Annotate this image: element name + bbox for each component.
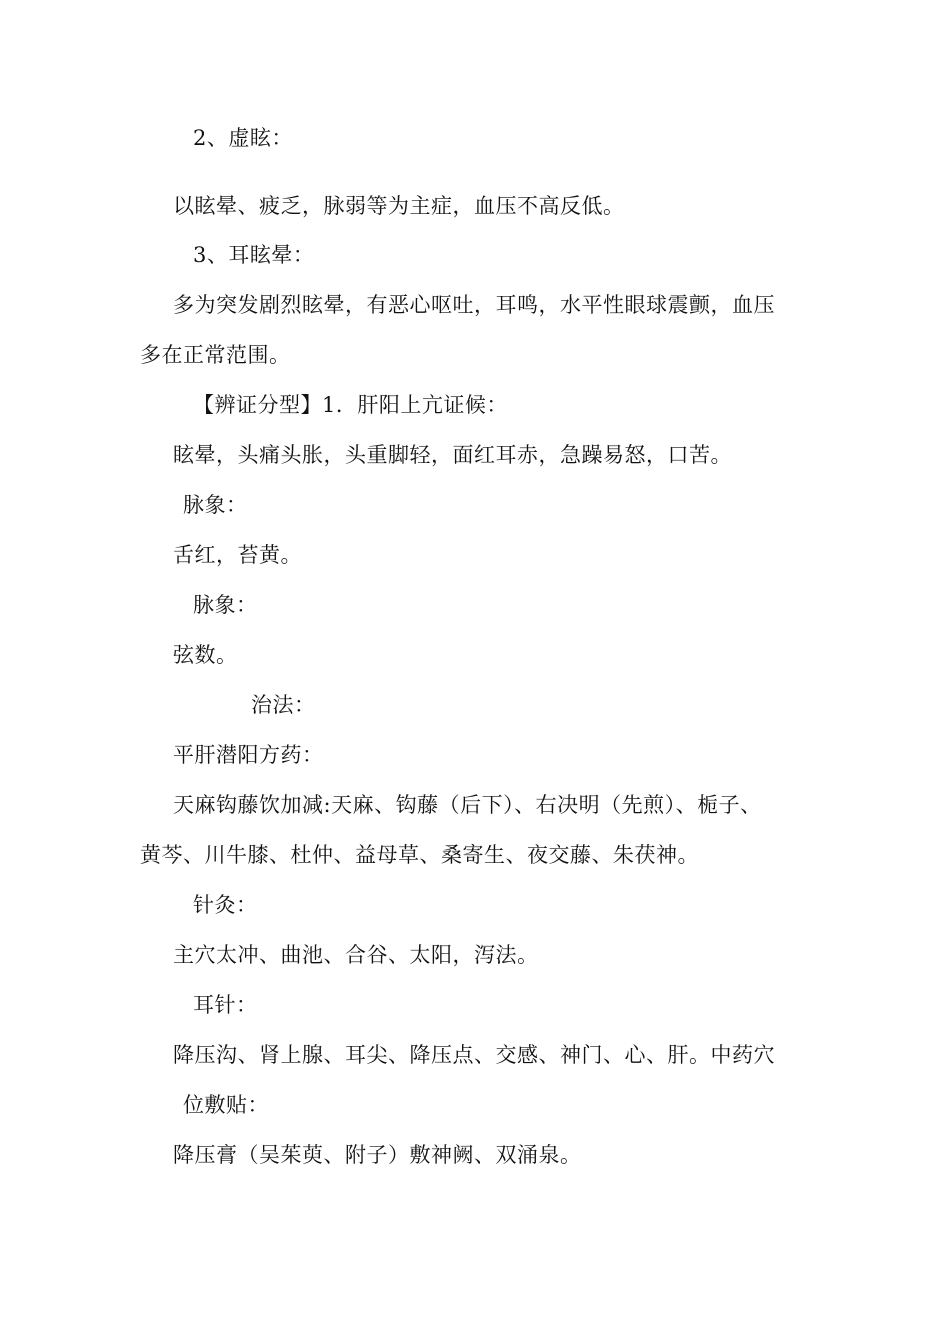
paragraph-acupuncture: 主穴太冲、曲池、合谷、太阳，泻法。 [173,943,539,967]
label-pulse-1: 脉象： [183,493,248,517]
label-treatment: 治法： [251,693,316,717]
paragraph-tongue: 舌红，苔黄。 [173,543,302,567]
heading-ear-vertigo: 3、耳眩晕： [193,243,315,267]
paragraph-deficiency-vertigo: 以眩晕、疲乏，脉弱等为主症，血压不高反低。 [173,194,625,218]
heading-deficiency-vertigo: 2、虚眩： [193,126,293,150]
paragraph-acupoint-application: 降压膏（吴茱萸、附子）敷神阙、双涌泉。 [173,1143,582,1167]
paragraph-ear-acupuncture: 降压沟、肾上腺、耳尖、降压点、交感、神门、心、肝。中药穴 [173,1043,775,1067]
label-ear-acupuncture: 耳针： [193,993,258,1017]
paragraph-prescription-line-1: 天麻钩藤饮加减:天麻、钩藤（后下）、右决明（先煎）、栀子、 [173,793,762,817]
label-acupuncture: 针灸： [193,893,258,917]
paragraph-ear-vertigo-line-1: 多为突发剧烈眩晕，有恶心呕吐，耳鸣，水平性眼球震颤，血压 [173,293,775,317]
paragraph-ear-vertigo-line-2: 多在正常范围。 [140,343,291,367]
label-pulse-2: 脉象： [193,593,258,617]
paragraph-symptoms: 眩晕，头痛头胀，头重脚轻，面红耳赤，急躁易怒，口苦。 [173,443,732,467]
paragraph-treatment-method: 平肝潜阳方药： [173,743,324,767]
heading-syndrome-differentiation: 【辨证分型】1．肝阳上亢证候： [193,393,508,417]
paragraph-pulse-value: 弦数。 [173,643,238,667]
label-acupoint-application: 位敷贴： [183,1093,269,1117]
paragraph-prescription-line-2: 黄芩、川牛膝、杜仲、益母草、桑寄生、夜交藤、朱茯神。 [140,843,699,867]
